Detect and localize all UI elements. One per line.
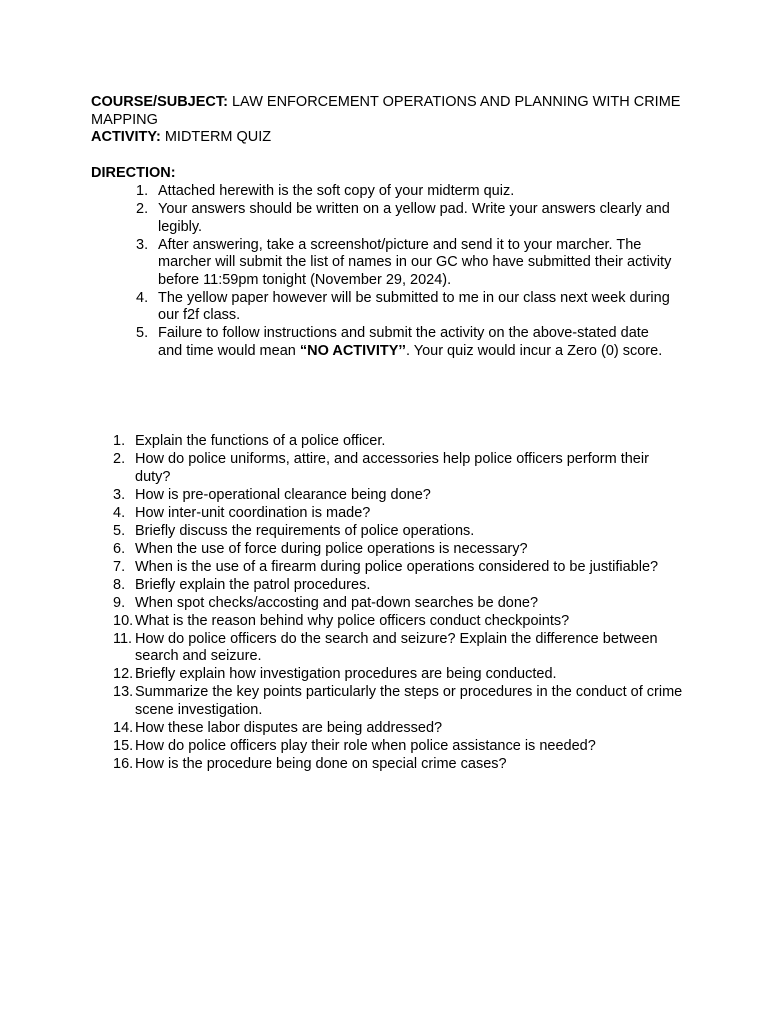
question-item	[113, 666, 683, 684]
question-number: 12.	[113, 666, 134, 682]
question-text: How do police officers play their role when police assistance is needed?	[135, 737, 596, 754]
document-header	[91, 94, 691, 147]
question-list	[113, 433, 683, 774]
question-number: 16.	[113, 755, 134, 772]
course-label: COURSE/SUBJECT:	[91, 94, 228, 110]
question-text: When the use of force during police operations is necessary?	[135, 540, 528, 557]
direction-item-text: Your answers should be written on a yellow pad. Write your answers clearly and legibly.	[158, 201, 670, 235]
question-item	[113, 505, 683, 523]
direction-item-number: 2.	[136, 201, 149, 217]
question-text: How is the procedure being done on special crime cases?	[135, 755, 507, 772]
question-item	[113, 684, 683, 719]
question-text: Briefly explain the patrol procedures.	[135, 576, 371, 593]
question-item	[113, 433, 683, 451]
question-text: How do police uniforms, attire, and accessories help police officers perform their duty?	[135, 451, 649, 485]
question-text: How these labor disputes are being addressed?	[135, 719, 443, 736]
question-number: 10.	[113, 612, 134, 629]
question-item	[113, 738, 683, 756]
direction-item-text: Attached herewith is the soft copy of your midterm quiz.	[158, 183, 515, 199]
question-number: 1.	[113, 433, 126, 449]
direction-item-number: 4.	[136, 289, 149, 306]
direction-item-text: After answering, take a screenshot/picture and send it to your marcher. The marcher will submit the list of names in our GC who have submitted their activity before 11:59pm tonight (November 29, 2024).	[158, 236, 672, 288]
question-number: 4.	[113, 504, 126, 521]
direction-item	[136, 290, 676, 325]
question-number: 6.	[113, 540, 126, 557]
question-item	[113, 487, 683, 505]
direction-list	[136, 183, 676, 361]
question-text: When is the use of a firearm during police operations considered to be justifiable?	[135, 558, 659, 575]
activity-value: MIDTERM QUIZ	[160, 129, 272, 145]
question-text: How inter-unit coordination is made?	[135, 504, 371, 521]
activity-line	[91, 129, 691, 147]
question-text: When spot checks/accosting and pat-down searches be done?	[135, 594, 539, 611]
direction-item	[136, 237, 676, 290]
no-activity-emphasis: “NO ACTIVITY’’	[299, 342, 406, 359]
question-item	[113, 613, 683, 631]
question-item	[113, 595, 683, 613]
question-number: 3.	[113, 486, 126, 503]
question-item	[113, 756, 683, 774]
question-item	[113, 631, 683, 666]
question-item	[113, 559, 683, 577]
direction-item	[136, 183, 676, 201]
question-number: 13.	[113, 684, 134, 700]
question-number: 14.	[113, 719, 134, 736]
question-number: 15.	[113, 737, 134, 754]
question-text: Summarize the key points particularly the steps or procedures in the conduct of crime scene investigation.	[135, 684, 683, 718]
direction-item	[136, 201, 676, 236]
direction-item-number: 1.	[136, 183, 149, 199]
question-item	[113, 523, 683, 541]
question-number: 7.	[113, 558, 126, 575]
direction-item-text: Failure to follow instructions and submit the activity on the above-stated date and time would mean	[158, 325, 649, 359]
course-value: LAW ENFORCEMENT OPERATIONS AND PLANNING WITH CRIME MAPPING	[91, 94, 681, 128]
question-item	[113, 577, 683, 595]
activity-label: ACTIVITY:	[91, 129, 161, 145]
direction-item-text: The yellow paper however will be submitted to me in our class next week during our f2f class.	[158, 289, 670, 323]
question-text: Explain the functions of a police officer.	[135, 433, 386, 449]
question-number: 8.	[113, 576, 126, 593]
question-number: 5.	[113, 522, 126, 539]
direction-item-text-end: . Your quiz would incur a Zero (0) score.	[405, 342, 663, 359]
direction-item-number: 3.	[136, 236, 149, 253]
question-number: 9.	[113, 594, 126, 611]
question-item	[113, 720, 683, 738]
question-text: How is pre-operational clearance being done?	[135, 486, 431, 503]
direction-item	[136, 325, 676, 360]
question-number: 2.	[113, 451, 126, 467]
question-text: How do police officers do the search and seizure? Explain the difference between search and seizure.	[135, 630, 658, 664]
question-item	[113, 541, 683, 559]
question-text: What is the reason behind why police officers conduct checkpoints?	[135, 612, 570, 629]
question-text: Briefly discuss the requirements of police operations.	[135, 522, 475, 539]
question-item	[113, 451, 683, 486]
question-number: 11.	[113, 630, 133, 647]
course-line	[91, 94, 691, 129]
question-text: Briefly explain how investigation procedures are being conducted.	[135, 666, 557, 682]
direction-item-number: 5.	[136, 325, 149, 341]
direction-title: DIRECTION:	[91, 165, 176, 181]
